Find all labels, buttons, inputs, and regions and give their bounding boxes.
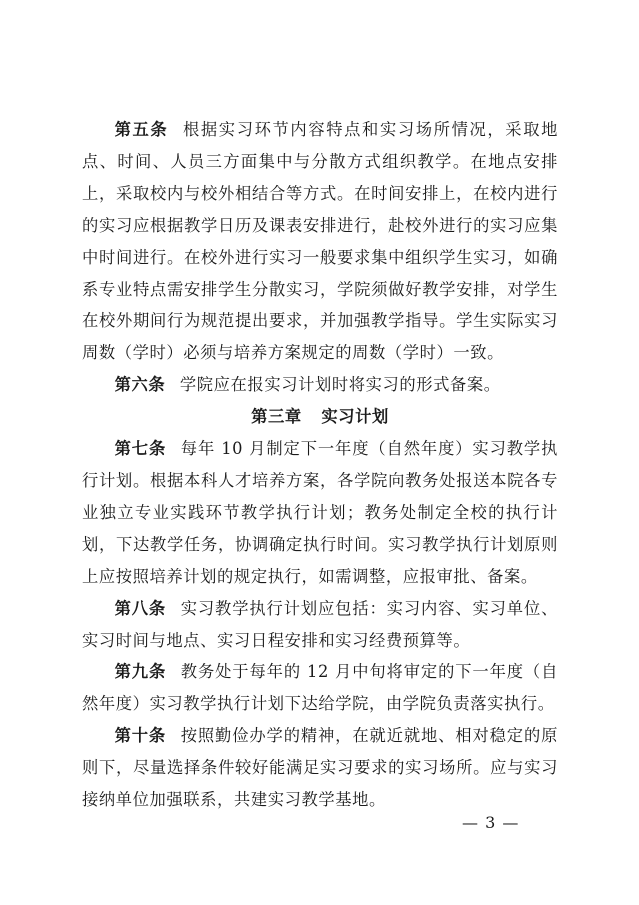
article-text: 实习教学执行计划应包括：实习内容、实习单位、实习时间与地点、实习日程安排和实习经费预算等。 — [82, 598, 558, 650]
chapter-number: 第三章 — [251, 407, 302, 427]
article-text: 根据实习环节内容特点和实习场所情况，采取地点、时间、人员三方面集中与分散方式组织教学。在地点安排上，采取校内与校外相结合等方式。在时间安排上，在校内进行的实习应根据教学日历及课表安排进行，赴校外进行的实习应集中时间进行。在校外进行实习一般要求集中组织学生实习，如确系专业特点需安排学生分散实习，学院须做好教学安排，对学生在校外期间行为规范提出要求，并加强教学指导。学生实际实习周数（学时）必须与培养方案规定的周数（学时）一致。 — [82, 120, 558, 363]
article-label: 第五条 — [114, 120, 169, 139]
article-label: 第九条 — [114, 662, 167, 682]
article-label: 第八条 — [114, 598, 167, 618]
article-text: 每年 10 月制定下一年度（自然年度）实习教学执行计划。根据本科人才培养方案，各学院向教务处报送本院各专业独立专业实践环节教学执行计划；教务处制定全校的执行计划，下达教学任务，协调确定执行时间。实习教学执行计划原则上应按照培养计划的规定执行，如需调整，应报审批、备案。 — [82, 439, 558, 586]
article-text: 教务处于每年的 12 月中旬将审定的下一年度（自然年度）实习教学执行计划下达给学院，由学院负责落实执行。 — [82, 662, 558, 714]
article-label: 第七条 — [114, 439, 167, 459]
chapter-title: 实习计划 — [321, 407, 389, 427]
article-text: 学院应在报实习计划时将实习的形式备案。 — [179, 375, 501, 395]
article-label: 第十条 — [114, 726, 167, 746]
article-label: 第六条 — [114, 375, 166, 395]
page-number: — 3 — — [462, 813, 520, 832]
article-9 — [82, 656, 558, 720]
article-8 — [82, 593, 558, 657]
article-10 — [82, 720, 558, 816]
document-body — [82, 114, 558, 816]
article-6 — [82, 369, 558, 401]
article-5 — [82, 114, 558, 369]
article-text: 按照勤俭办学的精神，在就近就地、相对稳定的原则下，尽量选择条件较好能满足实习要求的实习场所。应与实习接纳单位加强联系，共建实习教学基地。 — [82, 726, 558, 810]
article-7 — [82, 433, 558, 593]
chapter-heading — [82, 401, 558, 433]
